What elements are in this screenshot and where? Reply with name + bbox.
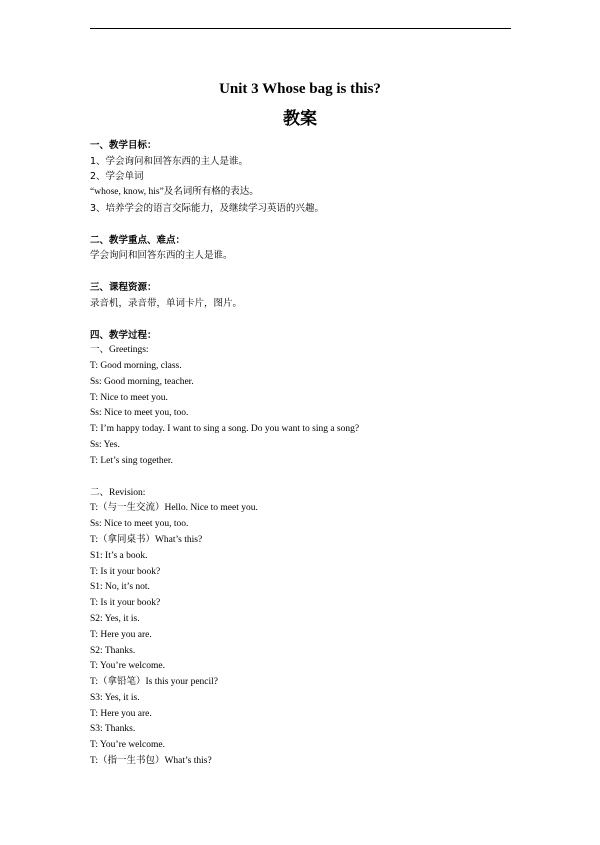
document-body [90,138,530,770]
dialogue-line: S2: Thanks. [90,645,136,656]
text-line: 3、培养学会的语言交际能力，及继续学习英语的兴趣。 [90,202,325,214]
dialogue-line: T: Is it your book? [90,566,161,577]
spacer [90,264,530,280]
dialogue-line: Ss: Nice to meet you, too. [90,519,189,530]
spacer [90,217,530,233]
section-title-process: 四、教学过程： [90,329,157,341]
section-title-key-points: 二、教学重点、难点： [90,234,186,246]
dialogue-line: 一、Greetings: [90,345,149,356]
text-line: 学会询问和回答东西的主人是谁。 [90,250,233,262]
dialogue-line: T: Good morning, class. [90,360,182,371]
text-line: 2、学会单词 [90,171,144,183]
dialogue-line: S1: It’s a book. [90,550,148,561]
text-line: 录音机，录音带，单词卡片，图片。 [90,297,243,309]
dialogue-line: T:（拿铅笔）Is this your pencil? [90,677,219,688]
section-title-objectives: 一、教学目标： [90,140,157,151]
spacer [90,312,530,328]
dialogue-line: T: Here you are. [90,629,152,640]
dialogue-line: T: Nice to meet you. [90,392,168,403]
dialogue-line: Ss: Yes. [90,439,120,450]
document-title: Unit 3 Whose bag is this? [219,81,381,97]
dialogue-line: T: I’m happy today. I want to sing a song. Do you want to sing a song? [90,424,360,435]
dialogue-line: S2: Yes, it is. [90,613,140,624]
dialogue-line: Ss: Nice to meet you, too. [90,408,189,419]
dialogue-line: T: Is it your book? [90,598,161,609]
dialogue-line: T:（与一生交流）Hello. Nice to meet you. [90,503,258,514]
dialogue-line: S3: Thanks. [90,724,136,735]
dialogue-line: S1: No, it’s not. [90,582,150,593]
dialogue-line: T:（指一生书包）What’s this? [90,756,212,767]
text-line: 1、学会询问和回答东西的主人是谁。 [90,155,249,167]
dialogue-line: T:（拿同桌书）What’s this? [90,534,203,545]
dialogue-line: S3: Yes, it is. [90,692,140,703]
header-rule [90,28,511,29]
dialogue-line: 二、Revision: [90,487,146,498]
dialogue-line: T: You’re welcome. [90,740,165,751]
dialogue-line: Ss: Good morning, teacher. [90,376,194,387]
dialogue-line: T: Here you are. [90,708,152,719]
text-line: “whose, know, his”及名词所有格的表达。 [90,187,259,198]
document-subtitle: 教案 [283,109,317,129]
dialogue-line: T: Let’s sing together. [90,455,173,466]
section-title-resources: 三、课程资源： [90,282,157,294]
dialogue-line: T: You’re welcome. [90,661,165,672]
spacer [90,470,530,486]
